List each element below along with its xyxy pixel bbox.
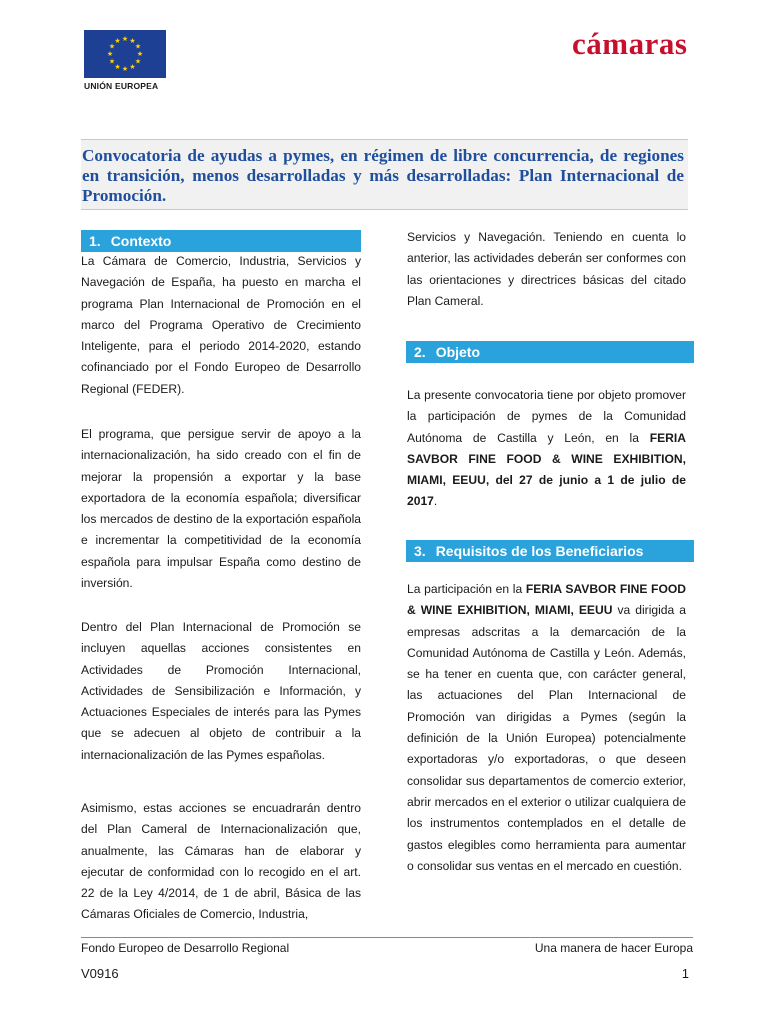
eu-label: UNIÓN EUROPEA bbox=[84, 81, 159, 91]
objeto-paragraph bbox=[407, 385, 686, 513]
camaras-logo: cámaras bbox=[572, 26, 688, 61]
svg-text:★: ★ bbox=[108, 42, 116, 51]
requisitos-paragraph bbox=[407, 579, 686, 877]
section-header-objeto bbox=[406, 341, 694, 363]
svg-text:★: ★ bbox=[129, 63, 136, 71]
svg-text:★: ★ bbox=[114, 63, 121, 71]
eu-stars-icon bbox=[84, 30, 166, 78]
page-number: 1 bbox=[681, 966, 689, 981]
document-title: Convocatoria de ayudas a pymes, en régimen de libre concurrencia, de regiones en transición, menos desarrolladas y más desarrolladas: Plan Internacional de Promoción. bbox=[82, 146, 684, 205]
requisitos-intro: La participación en la bbox=[407, 582, 526, 596]
svg-text:★: ★ bbox=[134, 42, 142, 51]
contexto-paragraph-4: Asimismo, estas acciones se encuadrarán dentro del Plan Cameral de Internacionalización que, anualmente, las Cámaras han de elaborar y ejecutar de conformidad con lo recogido en el art. 22 de la Ley 4/2014, de 1 de abril, Básica de las Cámaras Oficiales de Comercio, Industria, bbox=[81, 801, 361, 922]
version-label: V0916 bbox=[81, 966, 119, 981]
footer-left-text: Fondo Europeo de Desarrollo Regional bbox=[81, 941, 290, 955]
svg-text:★: ★ bbox=[121, 35, 129, 43]
svg-text:★: ★ bbox=[121, 65, 129, 73]
section-header-requisitos bbox=[406, 540, 694, 562]
section-number: 3. bbox=[414, 543, 426, 559]
objeto-end: . bbox=[433, 494, 438, 509]
section-number: 1. bbox=[89, 233, 101, 249]
requisitos-event: FERIA SAVBOR FINE FOOD & WINE EXHIBITION, MIAMI, EEUU bbox=[407, 582, 686, 618]
objeto-intro: La presente convocatoria tiene por objeto promover la participación de pymes de la Comunidad Autónoma de Castilla y León, en la bbox=[407, 388, 686, 445]
section-header-contexto bbox=[81, 230, 361, 252]
svg-text:★: ★ bbox=[134, 57, 142, 66]
title-box bbox=[81, 139, 688, 210]
svg-text:★: ★ bbox=[136, 50, 144, 58]
contexto-paragraph-3: Dentro del Plan Internacional de Promoción se incluyen aquellas acciones consistentes en Actividades de Promoción Internacional, Actividades de Sensibilización e Información, y Actuaciones Especiales de interés para las Pymes que se adecuen al objeto de contribuir a la internacionalización de las Pymes españolas. bbox=[81, 620, 361, 762]
section-title: Contexto bbox=[110, 233, 172, 249]
contexto-paragraph-5: Servicios y Navegación. Teniendo en cuenta lo anterior, las actividades deberán ser conformes con las orientaciones y directrices básicas del citado Plan Cameral. bbox=[407, 230, 686, 308]
section-number: 2. bbox=[414, 344, 426, 360]
footer-right-text: Una manera de hacer Europa bbox=[534, 941, 693, 955]
contexto-paragraph-1: La Cámara de Comercio, Industria, Servicios y Navegación de España, ha puesto en marcha el programa Plan Internacional de Promoción en el marco del Programa Operativo de Crecimiento Inteligente, para el periodo 2014-2020, estando cofinanciado por el Fondo Europeo de Desarrollo Regional (FEDER). bbox=[81, 254, 361, 396]
svg-text:★: ★ bbox=[114, 37, 121, 45]
eu-flag bbox=[84, 30, 166, 78]
requisitos-body: va dirigida a empresas adscritas a la demarcación de la Comunidad Autónoma de Castilla y León. Además, se ha tener en cuenta que, con carácter general, las actuaciones del Plan Internacional de Promoción van dirigidas a Pymes (según la definición de la Unión Europea) potencialmente exportadoras y/o exportadoras, o que deseen consolidar sus departamentos de comercio exterior, abrir mercados en el exterior o utilizar cualquiera de los instrumentos contemplados en el detalle de gastos elegibles como herramienta para aumentar o consolidar sus ventas en el mercado en cuestión. bbox=[407, 603, 686, 873]
contexto-paragraph-2: El programa, que persigue servir de apoyo a la internacionalización, ha sido creado con el fin de mejorar la propensión a exportar y la base exportadora de la economía española; diversificar los mercados de destino de la exportación española e incrementar la competitividad de la economía española para impulsar España como destino de inversión. bbox=[81, 427, 361, 591]
section-title: Requisitos de los Beneficiarios bbox=[435, 543, 644, 559]
svg-text:★: ★ bbox=[129, 37, 136, 45]
svg-text:★: ★ bbox=[106, 50, 114, 58]
footer-divider bbox=[81, 937, 693, 938]
svg-text:★: ★ bbox=[108, 57, 116, 66]
section-title: Objeto bbox=[435, 344, 481, 360]
objeto-event: FERIA SAVBOR FINE FOOD & WINE EXHIBITION, MIAMI, EEUU, del 27 de junio a 1 de julio de 2017 bbox=[407, 430, 686, 509]
